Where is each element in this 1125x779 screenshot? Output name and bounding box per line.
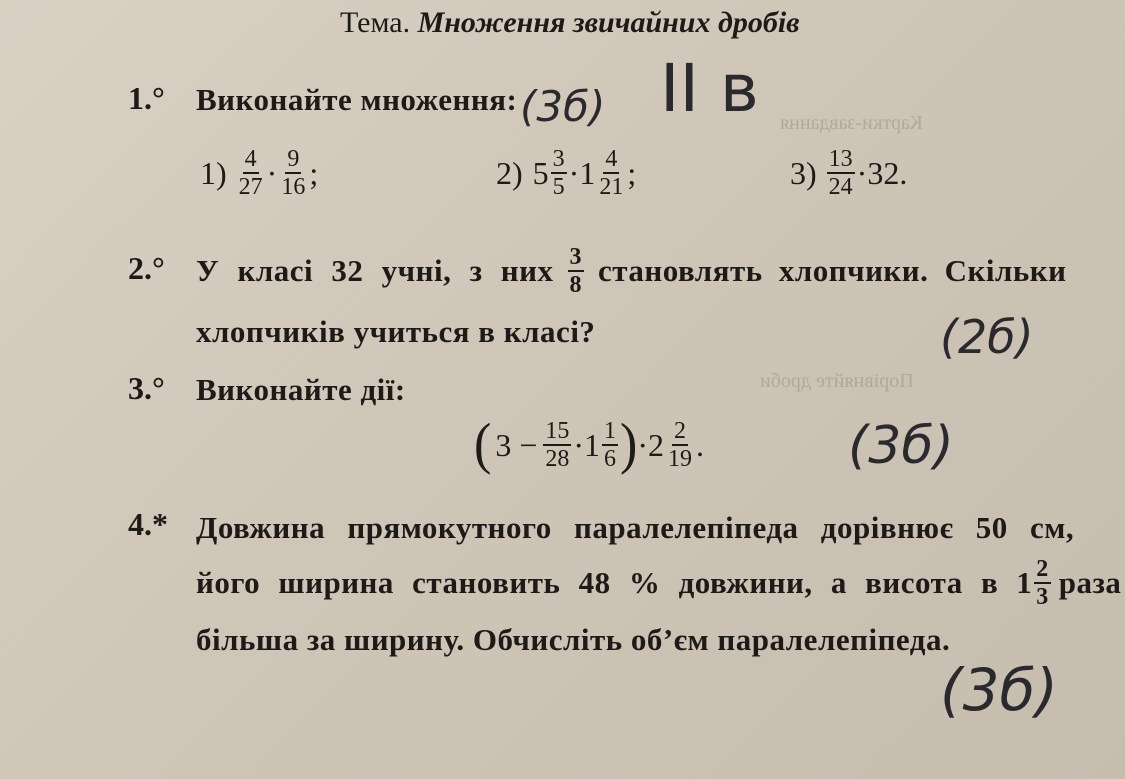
handwritten-score-2: (2б) <box>940 310 1034 364</box>
punct: . <box>899 154 908 191</box>
fraction: $\frac{3}{8}$ <box>569 244 583 298</box>
handwritten-score-3: (3б) <box>848 416 954 476</box>
task1-label: Виконайте множення: <box>196 82 518 117</box>
paren-open: ( <box>474 413 492 476</box>
task2-line2: хлопчиків учиться в класі? <box>196 314 596 349</box>
fraction: $\frac{15}{28}$ <box>545 418 570 472</box>
task1-item2 <box>496 146 636 200</box>
fraction: $\frac{2}{3}$ <box>1036 556 1049 610</box>
bleed-through-text: Порівняйте дроби <box>760 370 914 392</box>
whole-part: 2 <box>648 426 665 463</box>
handwritten-variant: II в <box>660 50 759 127</box>
task2-text-b: становлять хлопчики. Скільки <box>598 253 1067 288</box>
title-topic: Множення звичайних дробів <box>417 6 800 39</box>
punct: ; <box>627 154 637 191</box>
fraction: $\frac{4}{21}$ <box>599 146 624 200</box>
operator: − <box>519 426 538 463</box>
task4-number: 4.* <box>128 506 168 542</box>
task2-text-a: У класі 32 учні, з них <box>196 253 554 288</box>
fraction: $\frac{9}{16}$ <box>281 146 306 200</box>
punct: . <box>696 426 705 463</box>
title-prefix: Тема. <box>340 6 411 39</box>
operator: · <box>637 426 649 463</box>
task1-item3 <box>790 146 907 200</box>
operator: · <box>568 154 580 191</box>
whole-part: 1 <box>1016 565 1033 600</box>
handwritten-score-4: (3б) <box>940 656 1058 724</box>
punct: ; <box>309 154 319 191</box>
task4-text-a: його ширина становить 48 % довжини, а висота в <box>196 565 999 600</box>
number: 32 <box>867 154 900 191</box>
operator: · <box>266 154 278 191</box>
item-index: 1) <box>200 154 227 191</box>
fraction: $\frac{13}{24}$ <box>828 146 853 200</box>
whole-part: 1 <box>579 154 596 191</box>
task2-number: 2.° <box>128 250 165 286</box>
task4-text-b: раза <box>1058 565 1122 600</box>
operator: · <box>573 426 585 463</box>
page-title <box>340 6 800 40</box>
number: 3 <box>495 426 512 463</box>
fraction: $\frac{4}{27}$ <box>238 146 263 200</box>
task1-number: 1.° <box>128 80 165 116</box>
fraction: $\frac{2}{19}$ <box>668 418 693 472</box>
task1-item1 <box>200 146 318 200</box>
whole-part: 1 <box>584 426 601 463</box>
task2-line1 <box>196 244 1067 298</box>
fraction: $\frac{3}{5}$ <box>552 146 565 200</box>
whole-part: 5 <box>532 154 549 191</box>
task4-line1: Довжина прямокутного паралелепіпеда дорівнює 50 см, <box>196 510 1075 545</box>
handwritten-score-1: (3б) <box>520 82 606 131</box>
task3-number: 3.° <box>128 370 165 406</box>
task4-line2 <box>196 556 1121 610</box>
bleed-through-text: Картки-завдання <box>780 112 923 134</box>
fraction: $\frac{1}{6}$ <box>604 418 617 472</box>
item-index: 3) <box>790 154 817 191</box>
paren-close: ) <box>620 413 638 476</box>
task3-expression <box>474 413 705 476</box>
task4-line3: більша за ширину. Обчисліть об’єм паралелепіпеда. <box>196 622 951 657</box>
item-index: 2) <box>496 154 523 191</box>
operator: · <box>856 154 868 191</box>
task3-label: Виконайте дії: <box>196 372 406 407</box>
